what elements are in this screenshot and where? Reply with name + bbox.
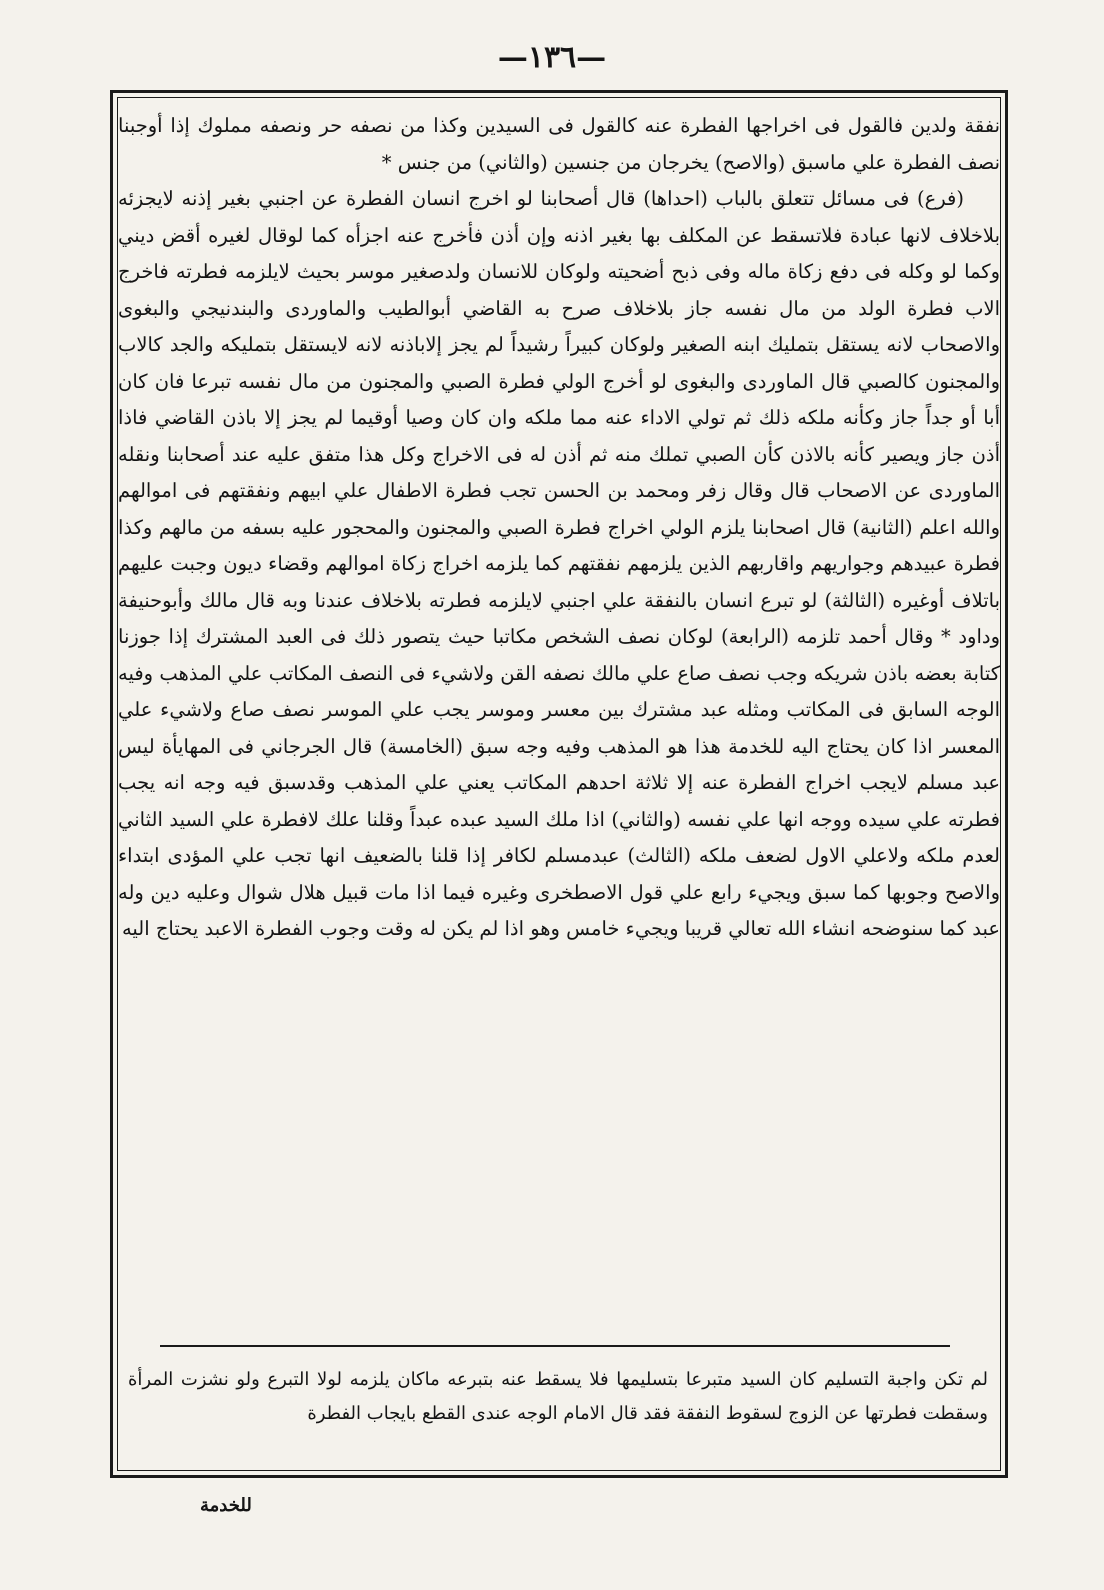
- paragraph-far: (فرع) فى مسائل تتعلق بالباب (احداها) قال أصحابنا لو اخرج انسان الفطرة عن اجنبي بغير إذنه لايجزئه بلاخلاف لانها عبادة فلاتسقط عن المكلف بها بغير اذنه وإن أذن فأخرج عنه اجزأه كما لوقال لغيره أقض ديني وكما لو وكله فى دفع زكاة ماله وفى ذبح أضحيته ولوكان للانسان ولدصغير موسر بحيث لايلزمه فطرته فاخرج الاب فطرة الولد من مال نفسه جاز بلاخلاف صرح به القاضي أبوالطيب والماوردى والبندنيجي والبغوى والاصحاب لانه يستقل بتمليك ابنه الصغير ولوكان كبيراً رشيداً لم يجز إلاباذنه لانه لايستقل بتمليكه والجد كالاب والمجنون كالصبي قال الماوردى والبغوى لو أخرج الولي فطرة الصبي والمجنون من مال نفسه تبرعا فان كان أبا أو جداً جاز وكأنه ملكه ذلك ثم تولي الاداء عنه مما ملكه وان كان وصيا أوقيما لم يجز إلا باذن القاضي فاذا أذن جاز ويصير كأنه بالاذن كأن الصبي تملك منه ثم أذن له فى الاخراج وكل هذا متفق عليه عند أصحابنا ونقله الماوردى عن الاصحاب قال وقال زفر ومحمد بن الحسن تجب فطرة الاطفال علي ابيهم ونفقتهم فى اموالهم والله اعلم (الثانية) قال اصحابنا يلزم الولي اخراج فطرة الصبي والمجنون والمحجور عليه بسفه من مالهم وكذا فطرة عبيدهم وجواريهم واقاربهم الذين يلزمهم نفقتهم كما يلزمه اخراج زكاة اموالهم وقضاء ديون وجبت عليهم باتلاف أوغيره (الثالثة) لو تبرع انسان بالنفقة علي اجنبي لايلزمه فطرته بلاخلاف عندنا وبه قال مالك وأبوحنيفة وداود * وقال أحمد تلزمه (الرابعة) لوكان نصف الشخص مكاتبا حيث يتصور ذلك فى العبد المشترك إذا جوزنا كتابة بعضه باذن شريكه وجب نصف صاع علي مالك نصفه القن ولاشيء فى النصف المكاتب علي المذهب وفيه الوجه السابق فى المكاتب ومثله عبد مشترك بين معسر وموسر يجب علي الموسر نصف صاع ولاشيء علي المعسر اذا كان يحتاج اليه للخدمة هذا هو المذهب وفيه وجه سبق (الخامسة) قال الجرجاني فى المهايأة ليس عبد مسلم لايجب اخراج الفطرة عنه إلا ثلاثة احدهم المكاتب يعني علي المذهب وقدسبق فيه وجه انه يجب فطرته علي سيده ووجه انها علي نفسه (والثاني) اذا ملك السيد عبده عبداً وقلنا علك لافطرة علي السيد الثاني لعدم ملكه ولاعلي الاول لضعف ملكه (الثالث) عبدمسلم لكافر إذا قلنا بالضعيف انها تجب علي المؤدى ابتداء والاصح وجوبها كما سبق ويجيء رابع علي قول الاصطخرى وغيره فيما اذا مات قبيل هلال شوال وعليه دين وله عبد كما سنوضحه انشاء الله تعالي قريبا ويجيء خامس وهو اذا لم يكن له وقت وجوب الفطرة الاعبد يحتاج اليه: [118, 187, 1000, 940]
- page-number: —١٣٦—: [497, 40, 607, 75]
- footnote: لم تكن واجبة التسليم كان السيد متبرعا بتسليمها فلا يسقط عنه بتبرعه ماكان يلزمه لولا التبرع ولو نشزت المرأة وسقطت فطرتها عن الزوج لسقوط النفقة فقد قال الامام الوجه عندى القطع بايجاب الفطرة: [128, 1369, 988, 1424]
- catchword: للخدمة: [200, 1495, 252, 1516]
- footnote-divider: [160, 1345, 950, 1347]
- main-text: [118, 108, 1000, 948]
- paragraph-opening: نفقة ولدين فالقول فى اخراجها الفطرة عنه كالقول فى السيدين وكذا من نصفه حر ونصفه مملوك إذا أوجبنا نصف الفطرة علي ماسبق (والاصح) يخرجان من جنسين (والثاني) من جنس *: [118, 114, 1000, 174]
